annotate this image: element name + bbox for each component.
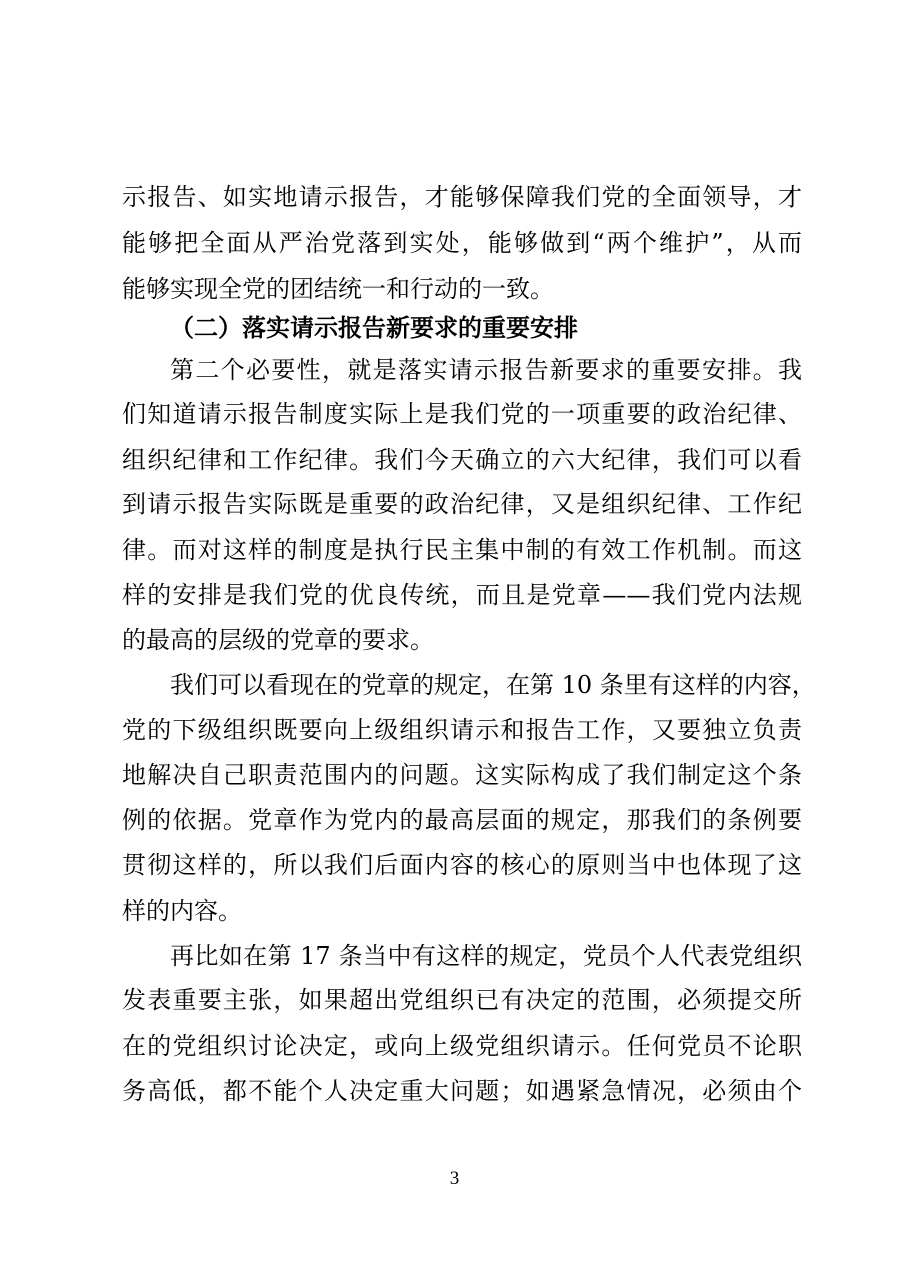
text-line: 律。而对这样的制度是执行民主集中制的有效工作机制。而这	[122, 536, 802, 564]
page-number: 3	[449, 1168, 460, 1189]
text-line: 们知道请示报告制度实际上是我们党的一项重要的政治纪律、	[122, 400, 802, 428]
text-line: 在的党组织讨论决定，或向上级党组织请示。任何党员不论职	[122, 1032, 802, 1060]
text-line: 地解决自己职责范围内的问题。这实际构成了我们制定这个条	[122, 761, 802, 789]
text-line: 例的依据。党章作为党内的最高层面的规定，那我们的条例要	[122, 806, 802, 834]
text-line: 到请示报告实际既是重要的政治纪律，又是组织纪律、工作纪	[122, 490, 802, 518]
text-line: 能够把全面从严治党落到实处，能够做到“两个维护”，从而	[122, 229, 802, 257]
text-line: 贯彻这样的，所以我们后面内容的核心的原则当中也体现了这	[122, 851, 802, 879]
text-line: 能够实现全党的团结统一和行动的一致。	[122, 275, 554, 303]
text-line: 组织纪律和工作纪律。我们今天确立的六大纪律，我们可以看	[122, 446, 802, 474]
text-line: 我们可以看现在的党章的规定，在第 10 条里有这样的内容，	[170, 671, 816, 699]
text-line: 务高低，都不能个人决定重大问题；如遇紧急情况，必须由个	[122, 1077, 802, 1105]
text-line: 第二个必要性，就是落实请示报告新要求的重要安排。我	[170, 356, 802, 384]
text-line: 样的安排是我们党的优良传统，而且是党章——我们党内法规	[122, 581, 802, 609]
section-heading: （二）落实请示报告新要求的重要安排	[170, 313, 578, 342]
text-line: 党的下级组织既要向上级组织请示和报告工作，又要独立负责	[122, 716, 802, 744]
text-line: 的最高的层级的党章的要求。	[122, 626, 434, 654]
text-line: 发表重要主张，如果超出党组织已有决定的范围，必须提交所	[122, 986, 802, 1014]
text-line: 再比如在第 17 条当中有这样的规定，党员个人代表党组织	[170, 942, 802, 970]
text-line: 样的内容。	[122, 897, 242, 925]
text-line: 示报告、如实地请示报告，才能够保障我们党的全面领导，才	[122, 183, 802, 211]
